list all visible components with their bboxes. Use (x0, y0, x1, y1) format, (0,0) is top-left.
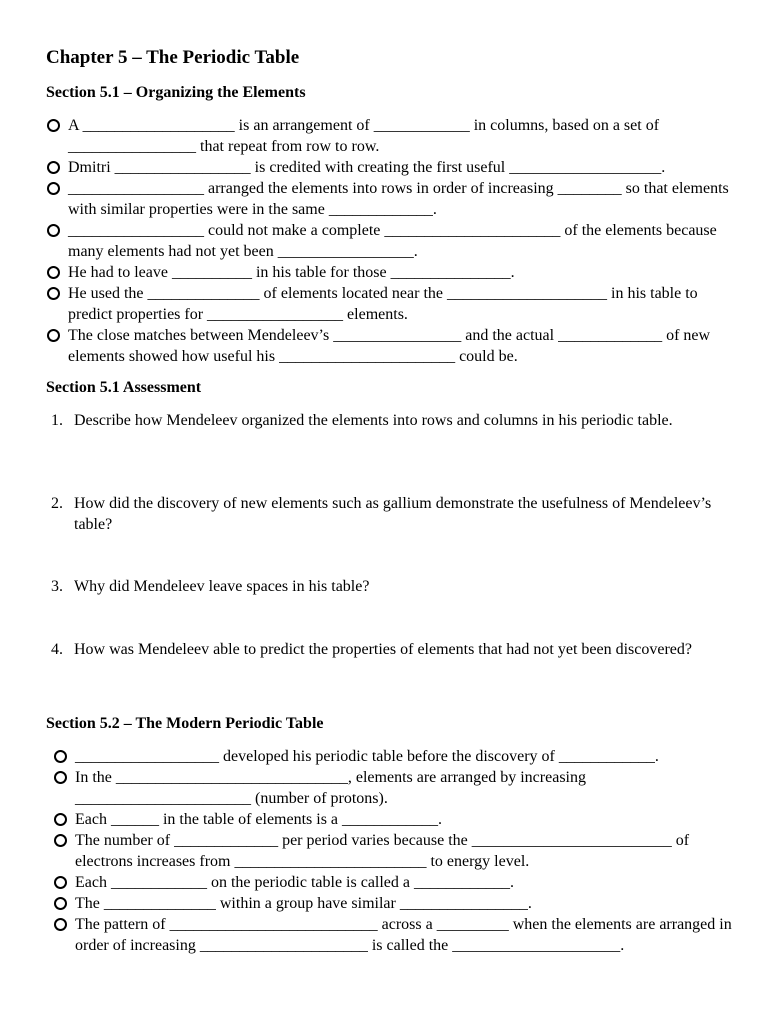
circle-bullet-icon (47, 266, 60, 279)
circle-bullet-icon (47, 287, 60, 300)
question-text: How did the discovery of new elements such as gallium demonstrate the usefulness of Mendeleev’s table? (74, 495, 712, 533)
question-text: How was Mendeleev able to predict the properties of elements that had not yet been discovered? (74, 641, 692, 658)
circle-bullet-icon (54, 918, 67, 931)
list-item: __________________ developed his periodic table before the discovery of ____________. (46, 746, 736, 767)
list-item: The pattern of __________________________ across a _________ when the elements are arranged in order of increasing _____________________ is called the _____________________. (46, 914, 736, 956)
question-number: 3. (51, 578, 63, 595)
question-number: 1. (51, 412, 63, 429)
list-item: A ___________________ is an arrangement of ____________ in columns, based on a set of ________________ that repeat from row to row. (46, 115, 736, 157)
circle-bullet-icon (47, 329, 60, 342)
list-item: Each ____________ on the periodic table is called a ____________. (46, 872, 736, 893)
circle-bullet-icon (54, 834, 67, 847)
circle-bullet-icon (47, 119, 60, 132)
question-number: 4. (51, 641, 63, 658)
circle-bullet-icon (54, 750, 67, 763)
list-item: The number of _____________ per period varies because the _________________________ of electrons increases from ________________________ to energy level. (46, 830, 736, 872)
circle-bullet-icon (54, 771, 67, 784)
circle-bullet-icon (54, 876, 67, 889)
list-item: Dmitri _________________ is credited with creating the first useful ___________________. (46, 157, 736, 178)
circle-bullet-icon (47, 224, 60, 237)
list-item: The ______________ within a group have similar ________________. (46, 893, 736, 914)
assessment-question (46, 493, 736, 535)
circle-bullet-icon (54, 813, 67, 826)
section-5-2-list (46, 746, 736, 956)
assessment-heading: Section 5.1 Assessment (46, 379, 202, 396)
list-item: _________________ could not make a complete ______________________ of the elements because many elements had not yet been _________________. (46, 220, 736, 262)
list-item: He had to leave __________ in his table for those _______________. (46, 262, 736, 283)
circle-bullet-icon (47, 161, 60, 174)
list-item: In the _____________________________, elements are arranged by increasing ______________________ (number of protons). (46, 767, 736, 809)
list-item: _________________ arranged the elements into rows in order of increasing ________ so that elements with similar properties were in the same _____________. (46, 178, 736, 220)
circle-bullet-icon (47, 182, 60, 195)
list-item: Each ______ in the table of elements is a ____________. (46, 809, 736, 830)
list-item: The close matches between Mendeleev’s ________________ and the actual _____________ of new elements showed how useful his ______________________ could be. (46, 325, 736, 367)
question-number: 2. (51, 495, 63, 512)
circle-bullet-icon (54, 897, 67, 910)
question-text: Describe how Mendeleev organized the elements into rows and columns in his periodic table. (74, 412, 673, 429)
assessment-question (46, 639, 736, 660)
section-5-1-heading: Section 5.1 – Organizing the Elements (46, 84, 306, 101)
page-title: Chapter 5 – The Periodic Table (46, 47, 300, 68)
question-text: Why did Mendeleev leave spaces in his table? (74, 578, 370, 595)
list-item: He used the ______________ of elements located near the ____________________ in his table to predict properties for _________________ elements. (46, 283, 736, 325)
section-5-2-heading: Section 5.2 – The Modern Periodic Table (46, 715, 324, 732)
assessment-question (46, 576, 736, 597)
section-5-1-list (46, 115, 736, 367)
assessment-question (46, 410, 736, 431)
